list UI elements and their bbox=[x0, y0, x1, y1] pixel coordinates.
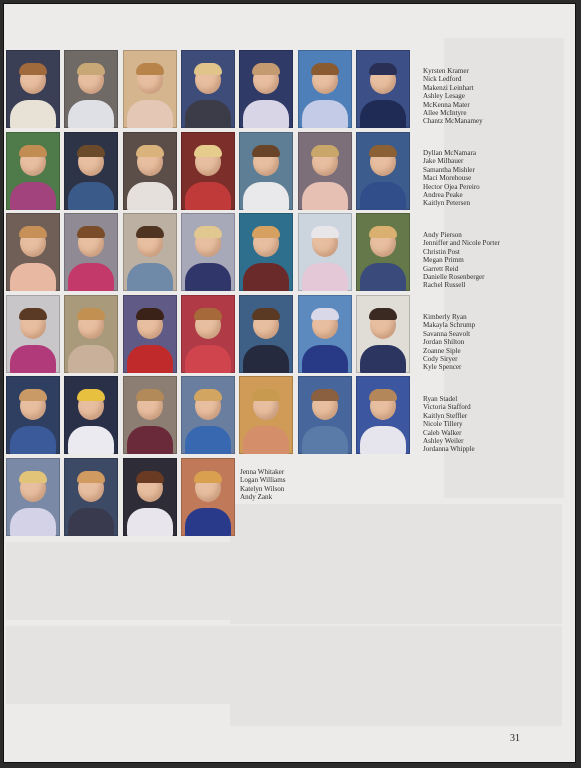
student-name: Ryan Stadel bbox=[423, 395, 458, 403]
portrait-hair bbox=[136, 389, 164, 401]
portrait-photo bbox=[356, 376, 410, 454]
portrait-photo bbox=[356, 213, 410, 291]
portrait-clothing bbox=[360, 182, 406, 210]
portrait-hair bbox=[19, 63, 47, 75]
student-name: Kyrsten Kramer bbox=[423, 67, 469, 75]
portrait-hair bbox=[369, 145, 397, 157]
portrait-photo bbox=[64, 458, 118, 536]
portrait-hair bbox=[369, 226, 397, 238]
portrait-photo bbox=[298, 376, 352, 454]
portrait-clothing bbox=[185, 345, 231, 373]
student-name: Garrett Reid bbox=[423, 264, 459, 273]
portrait-hair bbox=[19, 471, 47, 483]
student-name: Cody Siryer bbox=[423, 355, 458, 364]
background-tile bbox=[118, 542, 230, 620]
portrait-clothing bbox=[127, 263, 173, 291]
portrait-clothing bbox=[302, 426, 348, 454]
portrait-photo bbox=[239, 50, 293, 128]
student-name: Allee McIntyre bbox=[423, 109, 467, 118]
portrait-photo bbox=[356, 295, 410, 373]
student-name: Logan Williams bbox=[240, 476, 286, 485]
portrait-photo bbox=[6, 213, 60, 291]
portrait-photo bbox=[6, 376, 60, 454]
portrait-clothing bbox=[10, 182, 56, 210]
portrait-hair bbox=[194, 145, 222, 157]
portrait-clothing bbox=[10, 508, 56, 536]
portrait-clothing bbox=[243, 182, 289, 210]
portrait-photo bbox=[356, 132, 410, 210]
name-list bbox=[423, 395, 475, 454]
student-name: Samantha Mishler bbox=[423, 165, 475, 174]
portrait-photo bbox=[239, 213, 293, 291]
portrait-hair bbox=[194, 389, 222, 401]
student-name: McKenna Mater bbox=[423, 100, 470, 109]
portrait-photo bbox=[6, 50, 60, 128]
portrait-hair bbox=[194, 308, 222, 320]
portrait-photo bbox=[123, 376, 177, 454]
background-tile bbox=[230, 504, 340, 624]
portrait-clothing bbox=[360, 426, 406, 454]
portrait-hair bbox=[19, 226, 47, 238]
portrait-photo bbox=[181, 213, 235, 291]
student-name: Kaitlyn Steffler bbox=[423, 411, 468, 420]
portrait-photo bbox=[6, 295, 60, 373]
portrait-hair bbox=[311, 226, 339, 238]
student-name: Jenna Whitaker bbox=[240, 468, 285, 476]
portrait-hair bbox=[77, 471, 105, 483]
name-list bbox=[240, 468, 286, 502]
student-name: Jenniffer and Nicole Porter bbox=[423, 239, 500, 248]
portrait-photo bbox=[298, 50, 352, 128]
portrait-photo bbox=[239, 376, 293, 454]
portrait-photo bbox=[181, 458, 235, 536]
page-number: 31 bbox=[510, 733, 520, 744]
portrait-clothing bbox=[243, 100, 289, 128]
student-name: Jordan Shilton bbox=[423, 338, 465, 347]
student-name: Makayla Schrump bbox=[423, 321, 476, 330]
portrait-photo bbox=[6, 458, 60, 536]
portrait-photo bbox=[181, 132, 235, 210]
portrait-photo bbox=[123, 132, 177, 210]
portrait-hair bbox=[136, 308, 164, 320]
portrait-hair bbox=[136, 226, 164, 238]
student-name: Jordanna Whipple bbox=[423, 445, 475, 454]
portrait-clothing bbox=[185, 100, 231, 128]
portrait-hair bbox=[252, 308, 280, 320]
portrait-clothing bbox=[302, 182, 348, 210]
portrait-hair bbox=[136, 471, 164, 483]
name-list bbox=[423, 231, 500, 290]
portrait-clothing bbox=[185, 263, 231, 291]
portrait-hair bbox=[19, 308, 47, 320]
portrait-hair bbox=[194, 471, 222, 483]
yearbook-page bbox=[3, 3, 576, 763]
portrait-photo bbox=[64, 213, 118, 291]
student-name: Ashley Weiler bbox=[423, 437, 464, 446]
portrait-photo bbox=[6, 132, 60, 210]
portrait-clothing bbox=[127, 426, 173, 454]
student-name: Kimberly Ryan bbox=[423, 313, 467, 321]
portrait-hair bbox=[252, 226, 280, 238]
portrait-clothing bbox=[10, 263, 56, 291]
portrait-clothing bbox=[185, 508, 231, 536]
portrait-photo bbox=[123, 458, 177, 536]
portrait-photo bbox=[181, 50, 235, 128]
portrait-hair bbox=[311, 63, 339, 75]
portrait-photo bbox=[123, 213, 177, 291]
portrait-hair bbox=[194, 63, 222, 75]
portrait-photo bbox=[64, 50, 118, 128]
student-name: Megan Primm bbox=[423, 256, 464, 265]
portrait-clothing bbox=[302, 345, 348, 373]
student-name: Katelyn Wilson bbox=[240, 484, 285, 493]
portrait-clothing bbox=[127, 508, 173, 536]
portrait-photo bbox=[181, 376, 235, 454]
portrait-clothing bbox=[302, 100, 348, 128]
student-name: Victoria Stafford bbox=[423, 403, 471, 412]
portrait-clothing bbox=[360, 345, 406, 373]
portrait-photo bbox=[181, 295, 235, 373]
name-list bbox=[423, 149, 480, 208]
portrait-clothing bbox=[243, 345, 289, 373]
portrait-hair bbox=[77, 389, 105, 401]
portrait-photo bbox=[298, 213, 352, 291]
student-name: Chantz McManamey bbox=[423, 117, 483, 126]
portrait-clothing bbox=[68, 182, 114, 210]
student-name: Andrea Peake bbox=[423, 191, 463, 200]
portrait-hair bbox=[136, 63, 164, 75]
background-tile bbox=[230, 626, 340, 726]
student-name: Caleb Walker bbox=[423, 428, 462, 437]
portrait-photo bbox=[64, 376, 118, 454]
portrait-hair bbox=[77, 308, 105, 320]
portrait-hair bbox=[77, 145, 105, 157]
portrait-clothing bbox=[360, 100, 406, 128]
student-name: Maci Morehouse bbox=[423, 174, 472, 183]
name-list bbox=[423, 313, 475, 372]
portrait-clothing bbox=[302, 263, 348, 291]
background-tile bbox=[118, 626, 230, 704]
portrait-photo bbox=[239, 132, 293, 210]
portrait-clothing bbox=[243, 426, 289, 454]
portrait-hair bbox=[252, 63, 280, 75]
student-name: Rachel Russell bbox=[423, 281, 466, 290]
student-name: Zoanne Siple bbox=[423, 346, 461, 355]
portrait-clothing bbox=[10, 426, 56, 454]
name-list bbox=[423, 67, 483, 126]
portrait-photo bbox=[298, 295, 352, 373]
portrait-clothing bbox=[185, 426, 231, 454]
portrait-photo bbox=[123, 50, 177, 128]
student-name: Andy Pierson bbox=[423, 231, 462, 239]
student-name: Danielle Rosenberger bbox=[423, 273, 485, 282]
portrait-hair bbox=[19, 145, 47, 157]
background-tile bbox=[340, 504, 450, 624]
portrait-photo bbox=[298, 132, 352, 210]
background-tile bbox=[450, 504, 562, 624]
student-name: Dyllan McNamara bbox=[423, 149, 476, 157]
portrait-hair bbox=[252, 145, 280, 157]
student-name: Andy Zank bbox=[240, 493, 273, 502]
portrait-hair bbox=[369, 63, 397, 75]
student-name: Jake Milbauer bbox=[423, 157, 464, 166]
portrait-hair bbox=[252, 389, 280, 401]
portrait-photo bbox=[239, 295, 293, 373]
student-name: Savanna Seavolt bbox=[423, 329, 471, 338]
background-tile bbox=[450, 626, 562, 726]
portrait-clothing bbox=[68, 508, 114, 536]
student-name: Christin Post bbox=[423, 247, 460, 256]
background-tile bbox=[6, 542, 118, 620]
portrait-clothing bbox=[185, 182, 231, 210]
portrait-hair bbox=[77, 226, 105, 238]
portrait-clothing bbox=[68, 426, 114, 454]
background-tile bbox=[6, 626, 118, 704]
portrait-hair bbox=[136, 145, 164, 157]
portrait-photo bbox=[123, 295, 177, 373]
portrait-clothing bbox=[360, 263, 406, 291]
student-name: Kaitlyn Petersen bbox=[423, 199, 471, 208]
portrait-hair bbox=[369, 389, 397, 401]
portrait-hair bbox=[311, 145, 339, 157]
portrait-clothing bbox=[68, 345, 114, 373]
portrait-clothing bbox=[127, 100, 173, 128]
portrait-clothing bbox=[243, 263, 289, 291]
portrait-photo bbox=[356, 50, 410, 128]
portrait-clothing bbox=[10, 345, 56, 373]
student-name: Hector Ojea Pereiro bbox=[423, 182, 480, 191]
portrait-hair bbox=[77, 63, 105, 75]
portrait-clothing bbox=[68, 263, 114, 291]
portrait-photo bbox=[64, 132, 118, 210]
portrait-clothing bbox=[68, 100, 114, 128]
portrait-clothing bbox=[127, 182, 173, 210]
background-tile bbox=[340, 626, 450, 726]
student-name: Ashley Lesage bbox=[423, 92, 465, 101]
portrait-hair bbox=[311, 308, 339, 320]
student-name: Makenzi Leinhart bbox=[423, 83, 474, 92]
portrait-hair bbox=[194, 226, 222, 238]
student-name: Nicole Tillery bbox=[423, 420, 463, 429]
portrait-clothing bbox=[127, 345, 173, 373]
portrait-hair bbox=[19, 389, 47, 401]
portrait-clothing bbox=[10, 100, 56, 128]
portrait-photo bbox=[64, 295, 118, 373]
student-name: Nick Ledford bbox=[423, 75, 462, 84]
portrait-hair bbox=[311, 389, 339, 401]
portrait-hair bbox=[369, 308, 397, 320]
student-name: Kyle Spencer bbox=[423, 363, 462, 372]
